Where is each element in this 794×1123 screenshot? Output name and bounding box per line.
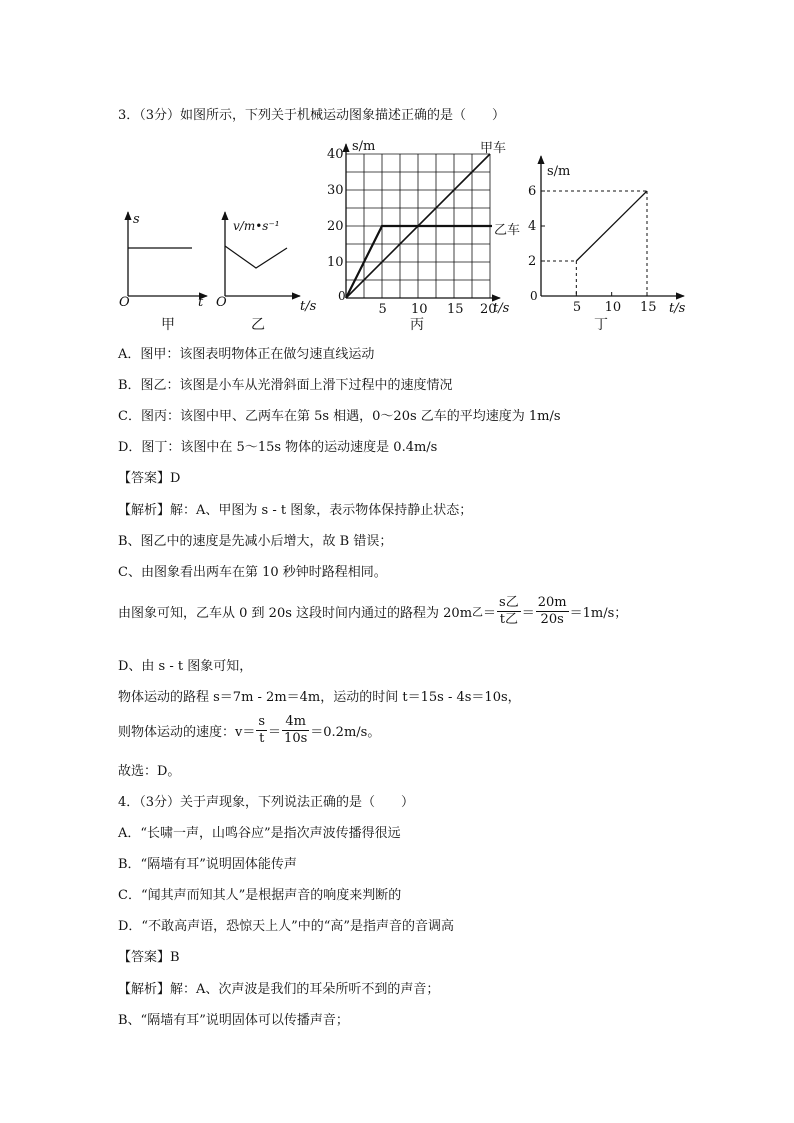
- eq1-prefix: 由图象可知，乙车从 0 到 20s 这段时间内通过的路程为 20m: [118, 606, 473, 621]
- yi-caption: 乙: [251, 317, 265, 333]
- q3-option-b: B．图乙：该图是小车从光滑斜面上滑下过程中的速度情况: [118, 378, 453, 393]
- eq1-f2-den: 20s: [540, 612, 564, 627]
- ding-series-line: [576, 191, 647, 261]
- eq2-f1-num: s: [258, 714, 266, 729]
- jia-origin: O: [119, 295, 130, 310]
- q3-option-a: A．图甲：该图表明物体正在做匀速直线运动: [118, 347, 375, 362]
- eq1-fraction-1: [497, 595, 521, 628]
- ding-x-tick: 10: [604, 300, 622, 315]
- q3-equation-1: [118, 595, 627, 628]
- q4-option-b: B．“隔墙有耳”说明固体能传声: [118, 857, 297, 872]
- q4-option-d: D．“不敢高声语，恐惊天上人”中的“高”是指声音的音调高: [118, 919, 455, 934]
- q3-answer: 【答案】D: [118, 471, 181, 486]
- ding-x-tick: 15: [640, 300, 657, 315]
- eq2-f2-den: 10s: [284, 731, 308, 746]
- eq1-f2-num: 20m: [537, 595, 567, 610]
- eq1-f1-num: s乙: [499, 595, 519, 610]
- q4-analysis-b: B、“隔墙有耳”说明固体可以传播声音；: [118, 1013, 349, 1028]
- q4-option-a: A．“长啸一声，山鸣谷应”是指次声波传播得很远: [118, 826, 401, 841]
- ding-y-label: s/m: [547, 164, 571, 179]
- q3-analysis-d: D、由 s - t 图象可知，: [118, 659, 253, 674]
- graph-bing: [327, 139, 520, 333]
- eq1-equals: ＝: [483, 606, 497, 621]
- ding-origin: 0: [530, 289, 538, 303]
- eq2-fraction-1: [256, 714, 267, 747]
- eq1-sub: 乙: [472, 605, 484, 619]
- ding-y-tick: 2: [528, 254, 537, 269]
- eq2-fraction-2: [282, 714, 309, 747]
- eq1-result: ＝1m/s；: [569, 606, 628, 621]
- ding-x-label: t/s: [669, 301, 686, 316]
- q4-stem: 4．（3分）关于声现象，下列说法正确的是（ ）: [118, 795, 415, 810]
- jia-x-label: t: [198, 295, 204, 310]
- q3-stem: 3．（3分）如图所示，下列关于机械运动图象描述正确的是（ ）: [118, 108, 506, 123]
- ding-x-tick: 5: [572, 300, 582, 315]
- q3-analysis-b: B、图乙中的速度是先减小后增大，故 B 错误；: [118, 534, 393, 549]
- q3-option-c: C．图丙：该图中甲、乙两车在第 5s 相遇，0～20s 乙车的平均速度为 1m/s: [118, 409, 561, 424]
- eq2-f2-num: 4m: [282, 714, 309, 731]
- bing-x-label: t/s: [493, 301, 510, 316]
- q4-analysis-a: 【解析】解：A、次声波是我们的耳朵所听不到的声音；: [118, 982, 440, 997]
- eq2-result: ＝0.2m/s。: [310, 725, 381, 740]
- q3-analysis-path: 物体运动的路程 s＝7m - 2m＝4m，运动的时间 t＝15s - 4s＝10s，: [118, 690, 521, 705]
- ding-y-tick: 6: [528, 184, 537, 199]
- q4-answer: 【答案】B: [118, 950, 180, 965]
- yi-y-label: v/m•s⁻¹: [233, 219, 280, 233]
- graphs-figure: [0, 130, 794, 370]
- bing-x-tick: 5: [378, 302, 387, 317]
- bing-x-tick: 10: [411, 302, 428, 317]
- eq1-f1-den: t乙: [499, 612, 518, 627]
- eq2-prefix: 则物体运动的速度：v＝: [118, 725, 256, 740]
- bing-series-a-label: 甲车: [480, 141, 507, 156]
- jia-y-label: s: [133, 212, 140, 227]
- ding-y-tick: 4: [528, 219, 537, 234]
- bing-y-label: s/m: [352, 139, 376, 154]
- yi-origin: O: [216, 295, 227, 310]
- q3-option-d: D．图丁：该图中在 5～15s 物体的运动速度是 0.4m/s: [118, 440, 438, 455]
- bing-series-b-label: 乙车: [494, 223, 521, 238]
- bing-origin: 0: [338, 289, 346, 303]
- graph-jia: [119, 212, 207, 333]
- q3-equation-2: [118, 714, 380, 747]
- bing-y-tick: 20: [327, 219, 344, 234]
- q3-analysis-a: 【解析】解：A、甲图为 s - t 图象，表示物体保持静止状态；: [118, 503, 473, 518]
- bing-x-tick: 20: [480, 302, 497, 317]
- q3-choose: 故选：D。: [118, 764, 181, 779]
- graph-ding: [528, 156, 686, 333]
- yi-x-label: t/s: [300, 299, 317, 314]
- bing-x-tick: 15: [447, 302, 464, 317]
- q4-option-c: C．“闻其声而知其人”是根据声音的响度来判断的: [118, 888, 402, 903]
- eq1-equals-2: ＝: [521, 606, 535, 621]
- bing-caption: 丙: [410, 317, 424, 333]
- bing-y-tick: 30: [327, 183, 344, 198]
- ding-caption: 丁: [594, 317, 608, 333]
- eq2-f1-den: t: [259, 731, 265, 746]
- graph-yi: [216, 212, 317, 333]
- bing-y-tick: 10: [327, 255, 344, 270]
- bing-y-tick: 40: [327, 147, 344, 162]
- jia-caption: 甲: [161, 317, 175, 333]
- q3-analysis-c: C、由图象看出两车在第 10 秒钟时路程相同。: [118, 565, 387, 580]
- eq1-fraction-2: [536, 595, 569, 628]
- yi-series-line: [225, 246, 287, 268]
- eq2-equals: ＝: [268, 725, 282, 740]
